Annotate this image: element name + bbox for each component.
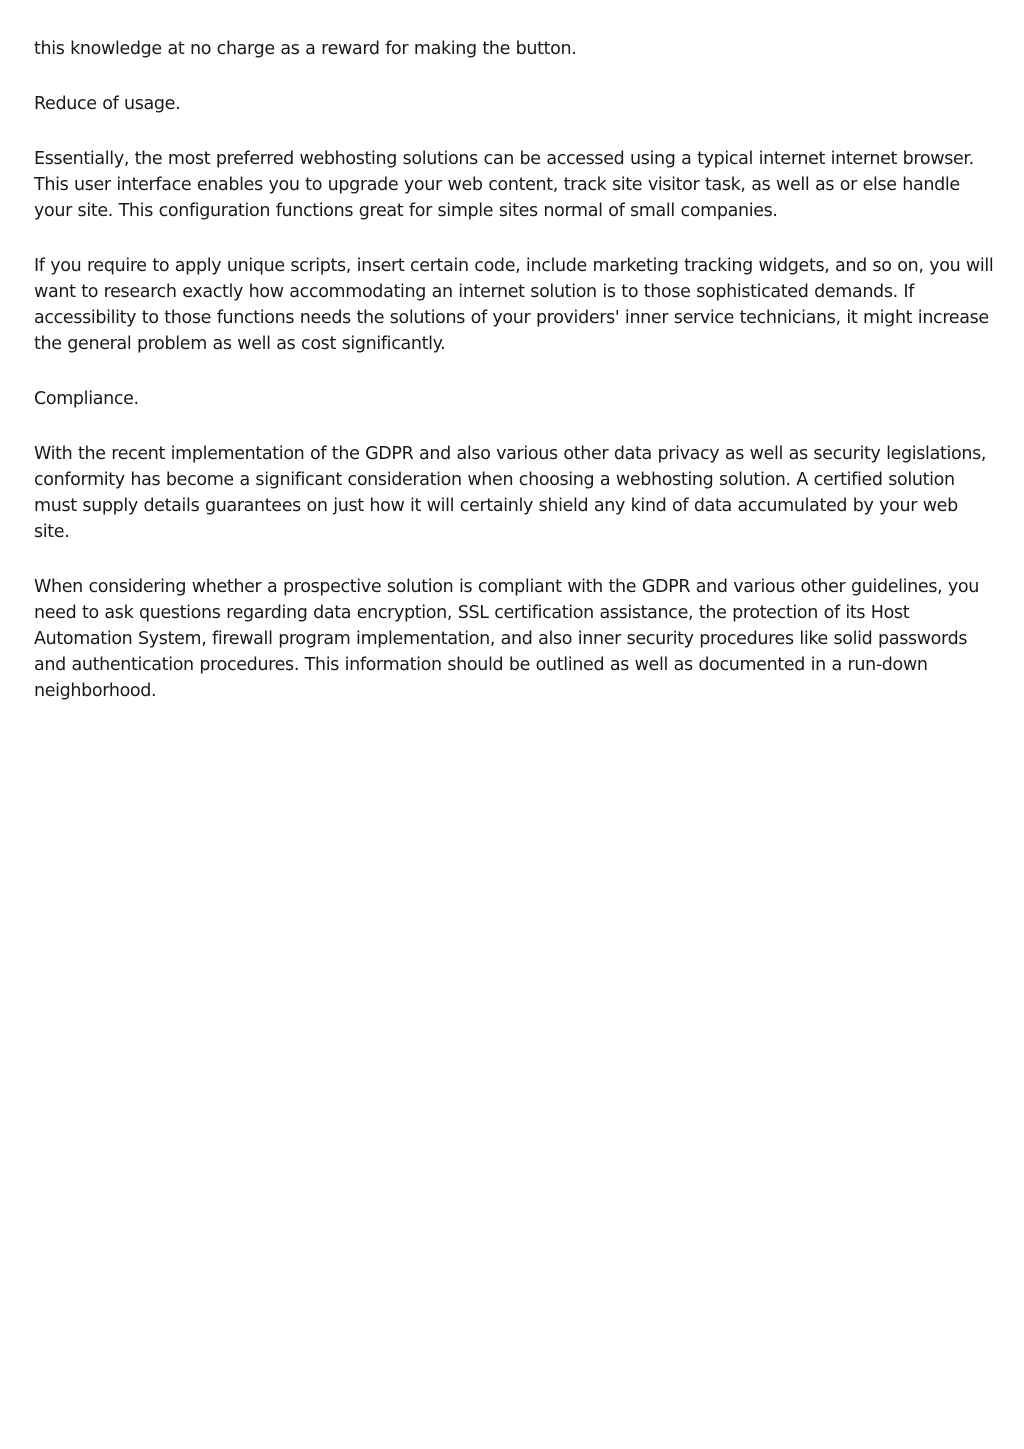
paragraph-browser-access: Essentially, the most preferred webhosting solutions can be accessed using a typical internet internet browser. This user interface enables you to upgrade your web content, track site visitor task, as well as or else handle your site. This configuration functions great for simple sites normal of small companies.	[34, 149, 974, 221]
paragraph-intro-continuation: this knowledge at no charge as a reward for making the button.	[34, 39, 577, 59]
document-page	[34, 36, 996, 733]
paragraph-custom-scripts: If you require to apply unique scripts, insert certain code, include marketing tracking widgets, and so on, you will want to research exactly how accommodating an internet solution is to those sophisticated demands. If accessibility to those functions needs the solutions of your providers' inner service technicians, it might increase the general problem as well as cost significantly.	[34, 256, 994, 354]
section-heading-compliance: Compliance.	[34, 389, 139, 409]
paragraph-security-questions: When considering whether a prospective solution is compliant with the GDPR and various other guidelines, you need to ask questions regarding data encryption, SSL certification assistance, the protection of its Host Automation System, firewall program implementation, and also inner security procedures like solid passwords and authentication procedures. This information should be outlined as well as documented in a run-down neighborhood.	[34, 577, 980, 701]
section-heading-reduce-of-usage: Reduce of usage.	[34, 94, 181, 114]
paragraph-gdpr: With the recent implementation of the GDPR and also various other data privacy as well as security legislations, conformity has become a significant consideration when choosing a webhosting solution. A certified solution must supply details guarantees on just how it will certainly shield any kind of data accumulated by your web site.	[34, 444, 987, 542]
